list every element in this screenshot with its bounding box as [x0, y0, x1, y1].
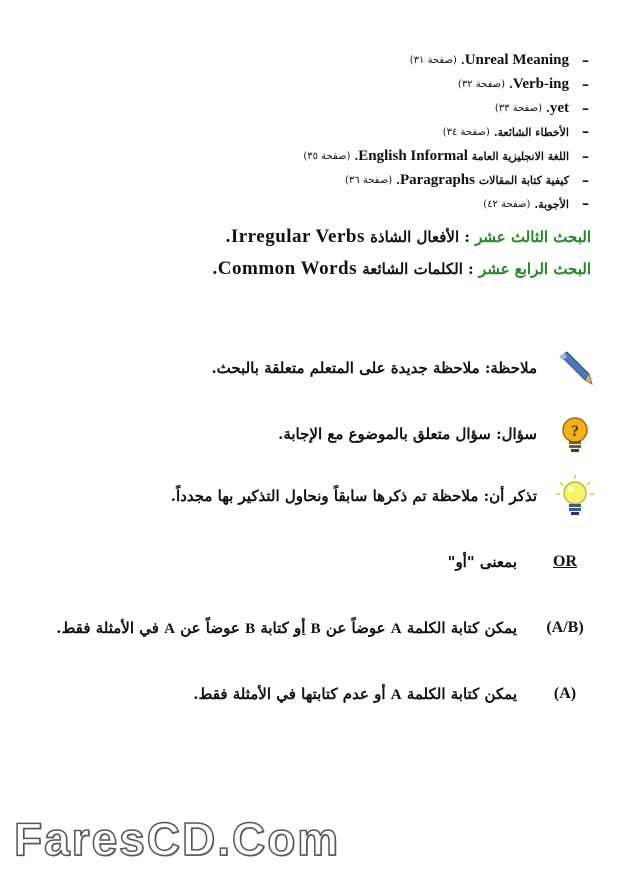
- or-symbol: OR: [553, 553, 577, 570]
- a-text-part: يمكن كتابة الكلمة: [406, 684, 517, 703]
- ab-letter: A: [164, 620, 175, 637]
- list-item-ar: .: [460, 54, 465, 67]
- list-item-page: (صفحة ٣٥): [303, 151, 351, 162]
- ab-letter: B: [310, 620, 321, 637]
- list-item-ar: كيفية كتابة المقالات: [478, 174, 569, 187]
- dash-bullet: –: [582, 148, 589, 165]
- list-item: [495, 100, 589, 117]
- list-item-en: Verb-ing: [512, 76, 569, 92]
- list-item-en: Unreal Meaning: [464, 52, 569, 68]
- section-title-ar: : الكلمات الشائعة: [362, 260, 474, 278]
- dash-bullet: –: [582, 76, 589, 93]
- list-item-page: (صفحة ٤٢): [483, 198, 531, 210]
- ab-text-part: عوضاً عن: [325, 618, 386, 637]
- lightbulb-lit-icon: [555, 476, 595, 516]
- list-item-ar: .: [546, 102, 550, 115]
- section-heading: [226, 226, 591, 248]
- or-text: بمعنى "أو": [447, 553, 517, 571]
- ab-text-part: يمكن كتابة الكلمة: [406, 618, 517, 637]
- list-item-ar: .: [509, 78, 513, 91]
- section-end: .: [212, 258, 218, 279]
- list-item-page: (صفحة ٣٢): [457, 79, 506, 90]
- section-title-en: Irregular Verbs: [230, 226, 365, 247]
- ab-text-part: كتابة: [260, 618, 289, 637]
- section-heading: [213, 258, 591, 280]
- legend-note: [40, 348, 595, 388]
- list-item-en: Paragraphs: [399, 172, 475, 188]
- ab-or-underlined: أو: [294, 618, 306, 637]
- list-item-page: (صفحة ٣٦): [345, 175, 393, 186]
- question-text: سؤال: سؤال متعلق بالموضوع مع الإجابة.: [278, 425, 537, 443]
- section-label: البحث الرابع عشر: [478, 260, 591, 278]
- legend-remember: [40, 476, 595, 516]
- a-text-part: أو عدم كتابتها في الأمثلة فقط.: [193, 684, 386, 703]
- a-symbol: (A): [553, 685, 577, 702]
- list-item-page: (صفحة ٣١): [409, 55, 457, 66]
- a-letter: A: [390, 686, 402, 703]
- dash-bullet: –: [582, 124, 589, 140]
- lightbulb-question-icon: [555, 414, 595, 454]
- list-item: [443, 124, 589, 140]
- pencil-icon: [555, 348, 595, 388]
- dash-bullet: –: [582, 196, 589, 212]
- legend-a: [40, 674, 595, 714]
- list-item-ar: اللغة الانجليزية العامة: [471, 150, 569, 163]
- list-item: [483, 196, 589, 212]
- list-item-ar: الأجوبة.: [534, 197, 569, 211]
- list-item: [410, 52, 589, 69]
- section-title-en: Common Words: [217, 258, 357, 279]
- list-item-page: (صفحة ٣٣): [494, 103, 542, 114]
- legend-ab: [40, 608, 595, 648]
- list-item-page: (صفحة ٣٤): [442, 126, 490, 138]
- a-text: [193, 685, 517, 704]
- ab-letter: B: [245, 620, 256, 637]
- list-item-en: yet: [549, 100, 569, 116]
- section-title-ar: : الأفعال الشاذة: [370, 228, 470, 246]
- list-item: [303, 148, 589, 165]
- section-end: .: [225, 226, 231, 247]
- legend-or: [40, 542, 595, 582]
- svg-text:?: ?: [571, 423, 579, 440]
- list-item-ar-after: .: [354, 150, 359, 163]
- list-item-ar-after: .: [396, 174, 400, 187]
- dash-bullet: –: [582, 52, 589, 69]
- section-label: البحث الثالث عشر: [475, 228, 591, 246]
- ab-text: [56, 619, 517, 638]
- list-item: [345, 172, 589, 189]
- note-text: ملاحظة: ملاحظة جديدة على المتعلم متعلقة بالبحث.: [211, 359, 537, 377]
- watermark: FaresCD.Com: [14, 813, 341, 865]
- ab-letter: A: [390, 620, 402, 637]
- ab-text-part: في الأمثلة فقط.: [56, 618, 159, 637]
- list-item-ar: الأخطاء الشائعة.: [493, 125, 569, 139]
- list-item: [458, 76, 589, 93]
- ab-symbol: (A/B): [546, 619, 584, 636]
- list-item-en: English Informal: [358, 148, 468, 164]
- ab-text-part: عوضاً عن: [180, 618, 240, 637]
- dash-bullet: –: [582, 100, 589, 117]
- legend-question: [40, 414, 595, 454]
- dash-bullet: –: [582, 172, 589, 189]
- remember-text: تذكر أن: ملاحظة تم ذكرها سابقاً ونحاول التذكير بها مجدداً.: [170, 487, 537, 505]
